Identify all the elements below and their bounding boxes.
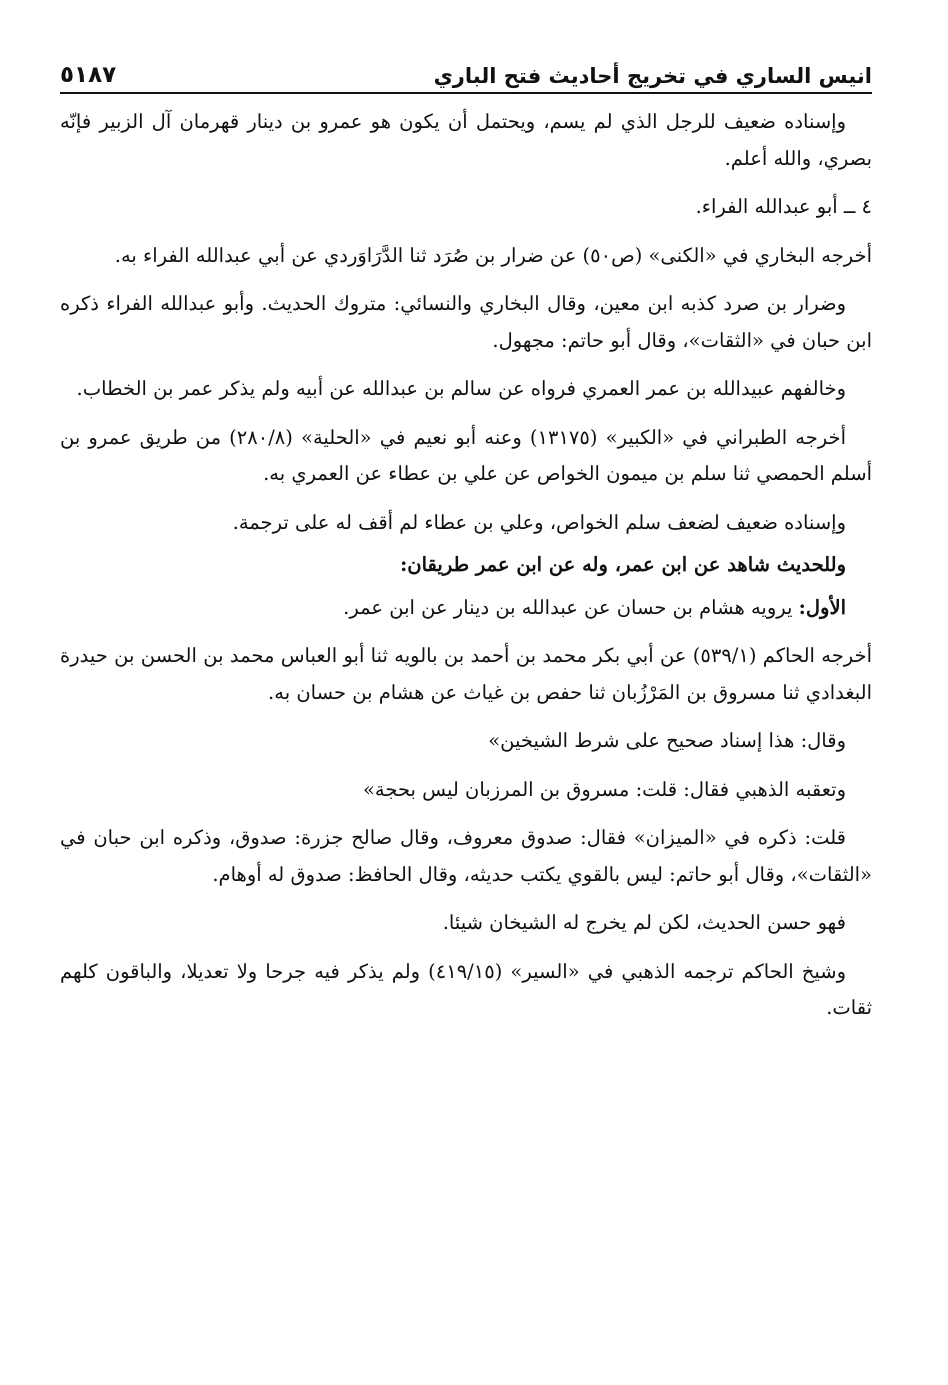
paragraph: قلت: ذكره في «الميزان» فقال: صدوق معروف، وقال صالح جزرة: صدوق، وذكره ابن حبان في «الثقات»، وقال أبو حاتم: ليس بالقوي يكتب حديثه، وقال الحافظ: صدوق له أوهام. (60, 826, 872, 886)
book-title: انيس الساري في تخريج أحاديث فتح الباري (433, 64, 872, 88)
paragraph: أخرجه الحاكم (٥٣٩/١) عن أبي بكر محمد بن أحمد بن بالويه ثنا أبو العباس محمد بن الحسن بن حيدرة البغدادي ثنا مسروق بن المَرْزُبان ثنا حفص بن غياث عن هشام بن حسان به. (60, 644, 872, 704)
paragraph: وتعقبه الذهبي فقال: قلت: مسروق بن المرزبان ليس بحجة» (362, 777, 846, 801)
paragraph: وضرار بن صرد كذبه ابن معين، وقال البخاري والنسائي: متروك الحديث. وأبو عبدالله الفراء ذكره ابن حبان في «الثقات»، وقال أبو حاتم: مجهول. (60, 292, 872, 352)
numbered-heading: ٤ ــ أبو عبدالله الفراء. (695, 195, 872, 218)
paragraph: أخرجه البخاري في «الكنى» (ص٥٠) عن ضرار بن صُرَد ثنا الدَّرَاوَردي عن أبي عبدالله الفراء به. (114, 243, 872, 267)
paragraph: فهو حسن الحديث، لكن لم يخرج له الشيخان شيئا. (442, 911, 846, 934)
paragraph: وقال: هذا إسناد صحيح على شرط الشيخين» (488, 729, 846, 752)
section-heading: وللحديث شاهد عن ابن عمر، وله عن ابن عمر طريقان: (400, 553, 846, 576)
running-header (60, 56, 872, 94)
page-body (60, 104, 872, 1027)
paragraph-first-route (60, 590, 872, 627)
document-page (60, 56, 872, 1356)
paragraph: وخالفهم عبيدالله بن عمر العمري فرواه عن سالم بن عبدالله عن أبيه ولم يذكر عمر بن الخطاب. (76, 377, 846, 400)
paragraph-text: يرويه هشام بن حسان عن عبدالله بن دينار عن ابن عمر. (343, 595, 793, 619)
page-number: ٥١٨٧ (60, 62, 117, 88)
lead-label: الأول: (798, 595, 846, 619)
paragraph: وإسناده ضعيف لضعف سلم الخواص، وعلي بن عطاء لم أقف له على ترجمة. (232, 510, 846, 534)
paragraph: وشيخ الحاكم ترجمه الذهبي في «السير» (٤١٩/١٥) ولم يذكر فيه جرحا ولا تعديلا، والباقون كلهم ثقات. (60, 959, 872, 1019)
paragraph: أخرجه الطبراني في «الكبير» (١٣١٧٥) وعنه أبو نعيم في «الحلية» (٢٨٠/٨) من طريق عمرو بن أسلم الحمصي ثنا سلم بن ميمون الخواص عن علي بن عطاء عن العمري به. (60, 425, 872, 485)
paragraph: وإسناده ضعيف للرجل الذي لم يسم، ويحتمل أن يكون هو عمرو بن دينار قهرمان آل الزبير فإنّه بصري، والله أعلم. (60, 110, 872, 170)
